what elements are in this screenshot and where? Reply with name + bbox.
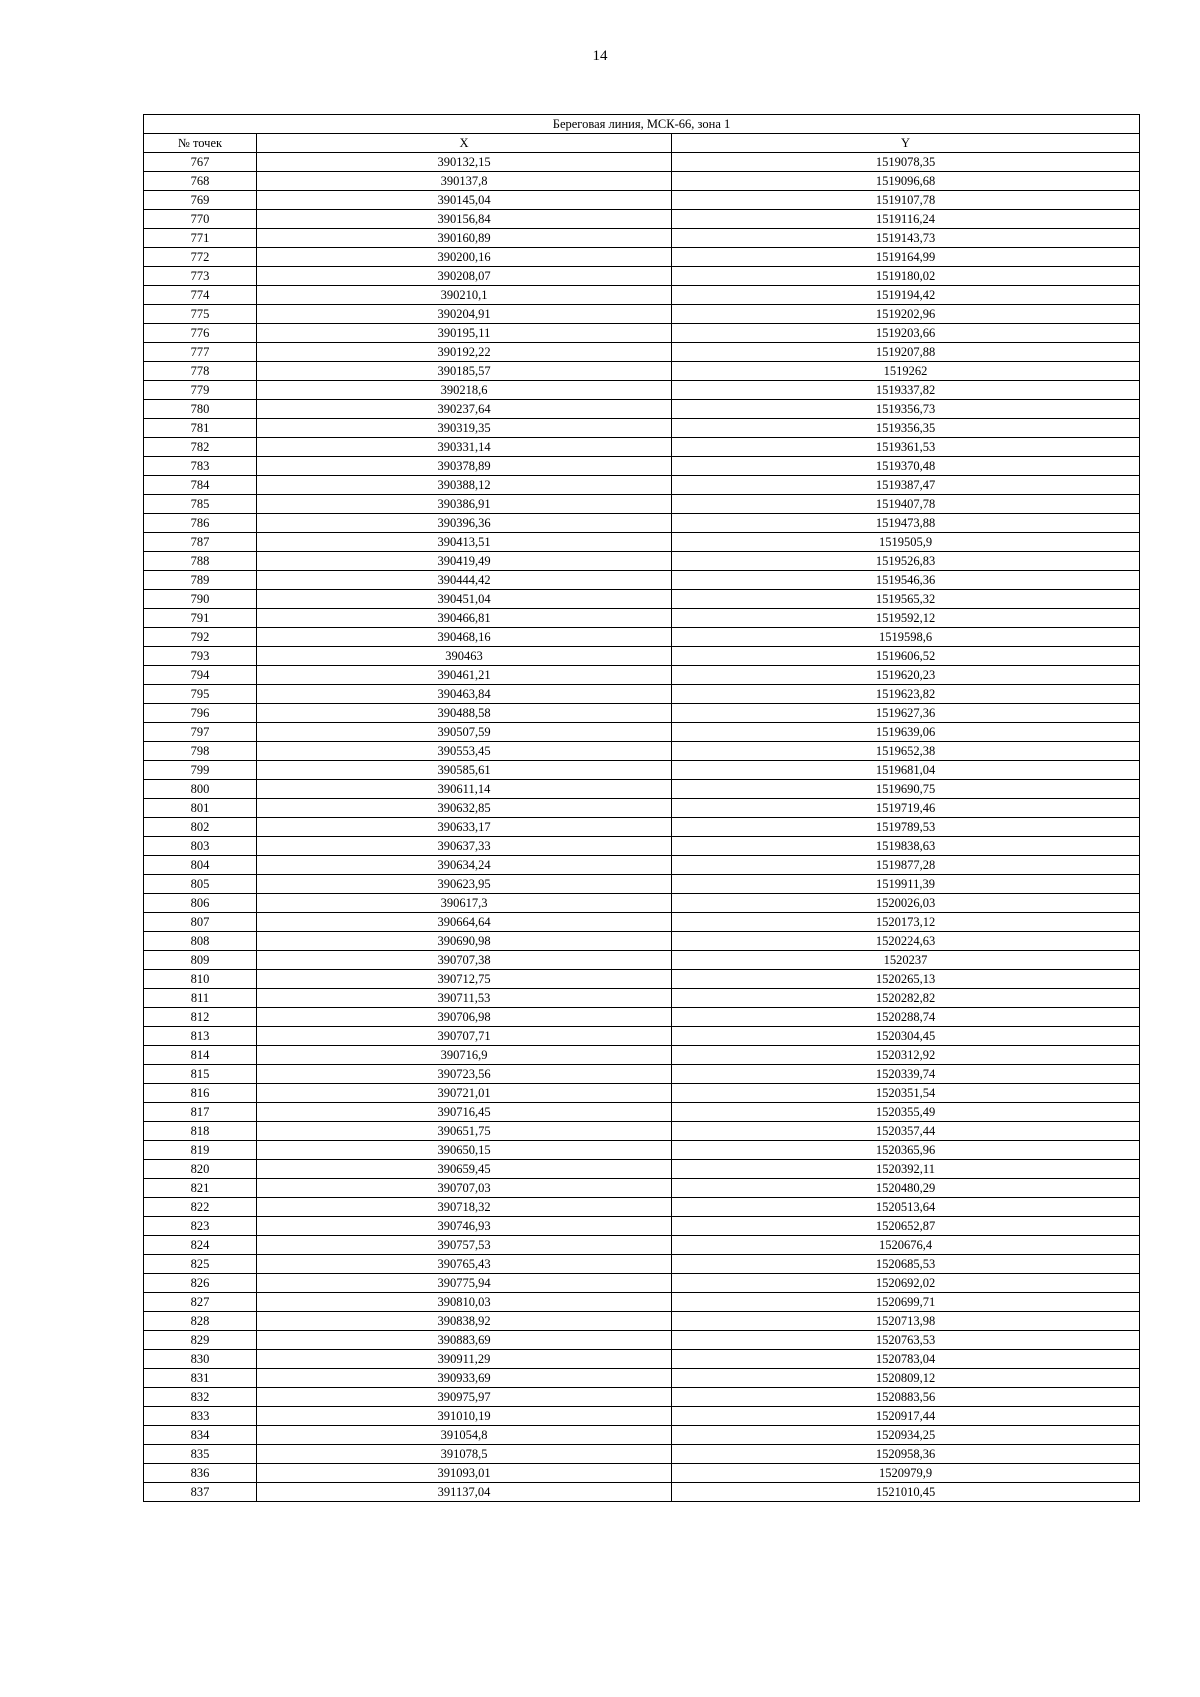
y-coordinate-cell: 1520365,96	[672, 1141, 1140, 1160]
point-number-cell: 814	[144, 1046, 257, 1065]
y-coordinate-cell: 1519143,73	[672, 229, 1140, 248]
table-row	[144, 1046, 1140, 1065]
y-coordinate-cell: 1520676,4	[672, 1236, 1140, 1255]
y-coordinate-cell: 1519565,32	[672, 590, 1140, 609]
x-coordinate-cell: 390461,21	[257, 666, 672, 685]
x-coordinate-cell: 391137,04	[257, 1483, 672, 1502]
x-coordinate-cell: 390463,84	[257, 685, 672, 704]
point-number-cell: 794	[144, 666, 257, 685]
x-coordinate-cell: 390634,24	[257, 856, 672, 875]
table-row	[144, 1217, 1140, 1236]
x-coordinate-cell: 390319,35	[257, 419, 672, 438]
table-row	[144, 1483, 1140, 1502]
point-number-cell: 821	[144, 1179, 257, 1198]
table-row	[144, 685, 1140, 704]
y-coordinate-cell: 1520809,12	[672, 1369, 1140, 1388]
table-row	[144, 647, 1140, 666]
point-number-cell: 803	[144, 837, 257, 856]
table-row	[144, 1008, 1140, 1027]
x-coordinate-cell: 390659,45	[257, 1160, 672, 1179]
point-number-cell: 835	[144, 1445, 257, 1464]
table-row	[144, 305, 1140, 324]
point-number-cell: 817	[144, 1103, 257, 1122]
table-row	[144, 856, 1140, 875]
table-row	[144, 495, 1140, 514]
table-row	[144, 419, 1140, 438]
x-coordinate-cell: 390651,75	[257, 1122, 672, 1141]
point-number-cell: 827	[144, 1293, 257, 1312]
x-coordinate-cell: 390195,11	[257, 324, 672, 343]
y-coordinate-cell: 1519606,52	[672, 647, 1140, 666]
y-coordinate-cell: 1519546,36	[672, 571, 1140, 590]
point-number-cell: 819	[144, 1141, 257, 1160]
point-number-cell: 811	[144, 989, 257, 1008]
x-coordinate-cell: 390617,3	[257, 894, 672, 913]
y-coordinate-cell: 1520713,98	[672, 1312, 1140, 1331]
x-coordinate-cell: 390707,71	[257, 1027, 672, 1046]
y-coordinate-cell: 1520480,29	[672, 1179, 1140, 1198]
y-coordinate-cell: 1520304,45	[672, 1027, 1140, 1046]
table-row	[144, 818, 1140, 837]
table-row	[144, 913, 1140, 932]
point-number-cell: 823	[144, 1217, 257, 1236]
table-row	[144, 153, 1140, 172]
y-coordinate-cell: 1519107,78	[672, 191, 1140, 210]
table-row	[144, 1122, 1140, 1141]
table-row	[144, 381, 1140, 400]
table-row	[144, 1445, 1140, 1464]
y-coordinate-cell: 1520979,9	[672, 1464, 1140, 1483]
y-coordinate-cell: 1519639,06	[672, 723, 1140, 742]
x-coordinate-cell: 390553,45	[257, 742, 672, 761]
table-row	[144, 514, 1140, 533]
column-header-x: X	[257, 134, 672, 153]
table-row	[144, 324, 1140, 343]
table-row	[144, 571, 1140, 590]
point-number-cell: 796	[144, 704, 257, 723]
x-coordinate-cell: 390378,89	[257, 457, 672, 476]
point-number-cell: 816	[144, 1084, 257, 1103]
y-coordinate-cell: 1519877,28	[672, 856, 1140, 875]
y-coordinate-cell: 1520026,03	[672, 894, 1140, 913]
x-coordinate-cell: 390451,04	[257, 590, 672, 609]
coordinates-table	[143, 114, 1140, 1502]
x-coordinate-cell: 390632,85	[257, 799, 672, 818]
point-number-cell: 777	[144, 343, 257, 362]
table-row	[144, 780, 1140, 799]
table-header-row	[144, 134, 1140, 153]
point-number-cell: 830	[144, 1350, 257, 1369]
x-coordinate-cell: 391010,19	[257, 1407, 672, 1426]
y-coordinate-cell: 1519194,42	[672, 286, 1140, 305]
table-row	[144, 1179, 1140, 1198]
point-number-cell: 800	[144, 780, 257, 799]
table-row	[144, 362, 1140, 381]
column-header-y: Y	[672, 134, 1140, 153]
page-number: 14	[592, 48, 608, 64]
y-coordinate-cell: 1520917,44	[672, 1407, 1140, 1426]
x-coordinate-cell: 390507,59	[257, 723, 672, 742]
x-coordinate-cell: 390975,97	[257, 1388, 672, 1407]
x-coordinate-cell: 390466,81	[257, 609, 672, 628]
x-coordinate-cell: 390413,51	[257, 533, 672, 552]
x-coordinate-cell: 390156,84	[257, 210, 672, 229]
point-number-cell: 783	[144, 457, 257, 476]
table-row	[144, 1426, 1140, 1445]
x-coordinate-cell: 391054,8	[257, 1426, 672, 1445]
point-number-cell: 828	[144, 1312, 257, 1331]
table-row	[144, 1350, 1140, 1369]
x-coordinate-cell: 390633,17	[257, 818, 672, 837]
y-coordinate-cell: 1519180,02	[672, 267, 1140, 286]
x-coordinate-cell: 390388,12	[257, 476, 672, 495]
x-coordinate-cell: 390200,16	[257, 248, 672, 267]
table-row	[144, 1084, 1140, 1103]
x-coordinate-cell: 390721,01	[257, 1084, 672, 1103]
table-row	[144, 1274, 1140, 1293]
table-row	[144, 1236, 1140, 1255]
point-number-cell: 778	[144, 362, 257, 381]
table-body	[144, 115, 1140, 1502]
point-number-cell: 782	[144, 438, 257, 457]
table-row	[144, 1293, 1140, 1312]
y-coordinate-cell: 1519681,04	[672, 761, 1140, 780]
x-coordinate-cell: 390210,1	[257, 286, 672, 305]
x-coordinate-cell: 390237,64	[257, 400, 672, 419]
point-number-cell: 771	[144, 229, 257, 248]
y-coordinate-cell: 1519473,88	[672, 514, 1140, 533]
x-coordinate-cell: 390706,98	[257, 1008, 672, 1027]
y-coordinate-cell: 1520883,56	[672, 1388, 1140, 1407]
table-row	[144, 1198, 1140, 1217]
y-coordinate-cell: 1520173,12	[672, 913, 1140, 932]
point-number-cell: 820	[144, 1160, 257, 1179]
y-coordinate-cell: 1519262	[672, 362, 1140, 381]
x-coordinate-cell: 390757,53	[257, 1236, 672, 1255]
x-coordinate-cell: 390707,38	[257, 951, 672, 970]
table-row	[144, 267, 1140, 286]
x-coordinate-cell: 390707,03	[257, 1179, 672, 1198]
table-row	[144, 1065, 1140, 1084]
y-coordinate-cell: 1520783,04	[672, 1350, 1140, 1369]
y-coordinate-cell: 1520934,25	[672, 1426, 1140, 1445]
point-number-cell: 791	[144, 609, 257, 628]
x-coordinate-cell: 390160,89	[257, 229, 672, 248]
y-coordinate-cell: 1519407,78	[672, 495, 1140, 514]
point-number-cell: 826	[144, 1274, 257, 1293]
y-coordinate-cell: 1519337,82	[672, 381, 1140, 400]
y-coordinate-cell: 1520312,92	[672, 1046, 1140, 1065]
point-number-cell: 825	[144, 1255, 257, 1274]
y-coordinate-cell: 1519356,35	[672, 419, 1140, 438]
table-row	[144, 1331, 1140, 1350]
table-row	[144, 172, 1140, 191]
y-coordinate-cell: 1519719,46	[672, 799, 1140, 818]
point-number-cell: 790	[144, 590, 257, 609]
table-row	[144, 761, 1140, 780]
point-number-cell: 799	[144, 761, 257, 780]
y-coordinate-cell: 1519116,24	[672, 210, 1140, 229]
table-row	[144, 1464, 1140, 1483]
y-coordinate-cell: 1519078,35	[672, 153, 1140, 172]
y-coordinate-cell: 1520763,53	[672, 1331, 1140, 1350]
table-row	[144, 628, 1140, 647]
table-title-row	[144, 115, 1140, 134]
x-coordinate-cell: 390690,98	[257, 932, 672, 951]
table-row	[144, 476, 1140, 495]
point-number-cell: 809	[144, 951, 257, 970]
y-coordinate-cell: 1520692,02	[672, 1274, 1140, 1293]
x-coordinate-cell: 390488,58	[257, 704, 672, 723]
x-coordinate-cell: 390723,56	[257, 1065, 672, 1084]
y-coordinate-cell: 1520288,74	[672, 1008, 1140, 1027]
table-row	[144, 210, 1140, 229]
point-number-cell: 805	[144, 875, 257, 894]
point-number-cell: 834	[144, 1426, 257, 1445]
table-row	[144, 191, 1140, 210]
x-coordinate-cell: 390444,42	[257, 571, 672, 590]
y-coordinate-cell: 1519505,9	[672, 533, 1140, 552]
table-row	[144, 666, 1140, 685]
point-number-cell: 793	[144, 647, 257, 666]
point-number-cell: 807	[144, 913, 257, 932]
x-coordinate-cell: 390611,14	[257, 780, 672, 799]
x-coordinate-cell: 390396,36	[257, 514, 672, 533]
x-coordinate-cell: 390419,49	[257, 552, 672, 571]
table-row	[144, 248, 1140, 267]
x-coordinate-cell: 390838,92	[257, 1312, 672, 1331]
y-coordinate-cell: 1520339,74	[672, 1065, 1140, 1084]
table-row	[144, 742, 1140, 761]
point-number-cell: 810	[144, 970, 257, 989]
table-row	[144, 609, 1140, 628]
point-number-cell: 795	[144, 685, 257, 704]
table-row	[144, 438, 1140, 457]
point-number-cell: 801	[144, 799, 257, 818]
table-row	[144, 875, 1140, 894]
x-coordinate-cell: 391078,5	[257, 1445, 672, 1464]
table-row	[144, 1103, 1140, 1122]
point-number-cell: 785	[144, 495, 257, 514]
point-number-cell: 786	[144, 514, 257, 533]
point-number-cell: 780	[144, 400, 257, 419]
x-coordinate-cell: 390185,57	[257, 362, 672, 381]
x-coordinate-cell: 390712,75	[257, 970, 672, 989]
point-number-cell: 813	[144, 1027, 257, 1046]
table-row	[144, 400, 1140, 419]
table-row	[144, 1027, 1140, 1046]
point-number-cell: 806	[144, 894, 257, 913]
point-number-cell: 836	[144, 1464, 257, 1483]
table-row	[144, 1255, 1140, 1274]
y-coordinate-cell: 1519207,88	[672, 343, 1140, 362]
point-number-cell: 812	[144, 1008, 257, 1027]
x-coordinate-cell: 390132,15	[257, 153, 672, 172]
y-coordinate-cell: 1519164,99	[672, 248, 1140, 267]
y-coordinate-cell: 1519652,38	[672, 742, 1140, 761]
point-number-cell: 784	[144, 476, 257, 495]
table-row	[144, 457, 1140, 476]
x-coordinate-cell: 390810,03	[257, 1293, 672, 1312]
table-row	[144, 590, 1140, 609]
x-coordinate-cell: 390145,04	[257, 191, 672, 210]
y-coordinate-cell: 1520351,54	[672, 1084, 1140, 1103]
y-coordinate-cell: 1519526,83	[672, 552, 1140, 571]
table-row	[144, 343, 1140, 362]
table-row	[144, 533, 1140, 552]
x-coordinate-cell: 390933,69	[257, 1369, 672, 1388]
y-coordinate-cell: 1519627,36	[672, 704, 1140, 723]
x-coordinate-cell: 390468,16	[257, 628, 672, 647]
y-coordinate-cell: 1520237	[672, 951, 1140, 970]
x-coordinate-cell: 390585,61	[257, 761, 672, 780]
x-coordinate-cell: 390623,95	[257, 875, 672, 894]
point-number-cell: 831	[144, 1369, 257, 1388]
point-number-cell: 792	[144, 628, 257, 647]
x-coordinate-cell: 390718,32	[257, 1198, 672, 1217]
y-coordinate-cell: 1520282,82	[672, 989, 1140, 1008]
point-number-cell: 837	[144, 1483, 257, 1502]
point-number-cell: 822	[144, 1198, 257, 1217]
point-number-cell: 824	[144, 1236, 257, 1255]
y-coordinate-cell: 1519690,75	[672, 780, 1140, 799]
y-coordinate-cell: 1519838,63	[672, 837, 1140, 856]
point-number-cell: 774	[144, 286, 257, 305]
point-number-cell: 767	[144, 153, 257, 172]
point-number-cell: 772	[144, 248, 257, 267]
y-coordinate-cell: 1519623,82	[672, 685, 1140, 704]
point-number-cell: 769	[144, 191, 257, 210]
point-number-cell: 768	[144, 172, 257, 191]
point-number-cell: 781	[144, 419, 257, 438]
x-coordinate-cell: 390386,91	[257, 495, 672, 514]
y-coordinate-cell: 1519370,48	[672, 457, 1140, 476]
y-coordinate-cell: 1520958,36	[672, 1445, 1140, 1464]
x-coordinate-cell: 390331,14	[257, 438, 672, 457]
point-number-cell: 788	[144, 552, 257, 571]
y-coordinate-cell: 1519202,96	[672, 305, 1140, 324]
y-coordinate-cell: 1520685,53	[672, 1255, 1140, 1274]
table-row	[144, 229, 1140, 248]
point-number-cell: 815	[144, 1065, 257, 1084]
x-coordinate-cell: 390711,53	[257, 989, 672, 1008]
y-coordinate-cell: 1519387,47	[672, 476, 1140, 495]
y-coordinate-cell: 1519361,53	[672, 438, 1140, 457]
y-coordinate-cell: 1519096,68	[672, 172, 1140, 191]
y-coordinate-cell: 1520392,11	[672, 1160, 1140, 1179]
column-header-point-number: № точек	[144, 134, 257, 153]
y-coordinate-cell: 1521010,45	[672, 1483, 1140, 1502]
table-row	[144, 1141, 1140, 1160]
y-coordinate-cell: 1519356,73	[672, 400, 1140, 419]
x-coordinate-cell: 390765,43	[257, 1255, 672, 1274]
point-number-cell: 797	[144, 723, 257, 742]
point-number-cell: 832	[144, 1388, 257, 1407]
x-coordinate-cell: 390883,69	[257, 1331, 672, 1350]
point-number-cell: 770	[144, 210, 257, 229]
y-coordinate-cell: 1520355,49	[672, 1103, 1140, 1122]
x-coordinate-cell: 390463	[257, 647, 672, 666]
table-row	[144, 1369, 1140, 1388]
table-row	[144, 723, 1140, 742]
table-row	[144, 837, 1140, 856]
x-coordinate-cell: 390204,91	[257, 305, 672, 324]
table-row	[144, 932, 1140, 951]
y-coordinate-cell: 1519620,23	[672, 666, 1140, 685]
table-row	[144, 704, 1140, 723]
x-coordinate-cell: 390650,15	[257, 1141, 672, 1160]
x-coordinate-cell: 391093,01	[257, 1464, 672, 1483]
y-coordinate-cell: 1520265,13	[672, 970, 1140, 989]
x-coordinate-cell: 390637,33	[257, 837, 672, 856]
point-number-cell: 833	[144, 1407, 257, 1426]
point-number-cell: 802	[144, 818, 257, 837]
table-row	[144, 799, 1140, 818]
y-coordinate-cell: 1520652,87	[672, 1217, 1140, 1236]
point-number-cell: 798	[144, 742, 257, 761]
table-row	[144, 1160, 1140, 1179]
y-coordinate-cell: 1519789,53	[672, 818, 1140, 837]
x-coordinate-cell: 390746,93	[257, 1217, 672, 1236]
table-row	[144, 1407, 1140, 1426]
x-coordinate-cell: 390775,94	[257, 1274, 672, 1293]
table-row	[144, 1312, 1140, 1331]
point-number-cell: 787	[144, 533, 257, 552]
x-coordinate-cell: 390218,6	[257, 381, 672, 400]
table-row	[144, 286, 1140, 305]
point-number-cell: 804	[144, 856, 257, 875]
table-row	[144, 1388, 1140, 1407]
x-coordinate-cell: 390911,29	[257, 1350, 672, 1369]
table-row	[144, 989, 1140, 1008]
x-coordinate-cell: 390208,07	[257, 267, 672, 286]
point-number-cell: 775	[144, 305, 257, 324]
point-number-cell: 829	[144, 1331, 257, 1350]
y-coordinate-cell: 1519911,39	[672, 875, 1140, 894]
y-coordinate-cell: 1520224,63	[672, 932, 1140, 951]
point-number-cell: 818	[144, 1122, 257, 1141]
point-number-cell: 776	[144, 324, 257, 343]
point-number-cell: 779	[144, 381, 257, 400]
x-coordinate-cell: 390716,9	[257, 1046, 672, 1065]
y-coordinate-cell: 1520513,64	[672, 1198, 1140, 1217]
y-coordinate-cell: 1520699,71	[672, 1293, 1140, 1312]
point-number-cell: 773	[144, 267, 257, 286]
y-coordinate-cell: 1519598,6	[672, 628, 1140, 647]
table-title: Береговая линия, МСК-66, зона 1	[144, 115, 1140, 134]
y-coordinate-cell: 1519203,66	[672, 324, 1140, 343]
y-coordinate-cell: 1519592,12	[672, 609, 1140, 628]
x-coordinate-cell: 390192,22	[257, 343, 672, 362]
x-coordinate-cell: 390664,64	[257, 913, 672, 932]
point-number-cell: 808	[144, 932, 257, 951]
table-row	[144, 894, 1140, 913]
table-row	[144, 951, 1140, 970]
x-coordinate-cell: 390716,45	[257, 1103, 672, 1122]
y-coordinate-cell: 1520357,44	[672, 1122, 1140, 1141]
x-coordinate-cell: 390137,8	[257, 172, 672, 191]
table-row	[144, 970, 1140, 989]
point-number-cell: 789	[144, 571, 257, 590]
table-row	[144, 552, 1140, 571]
